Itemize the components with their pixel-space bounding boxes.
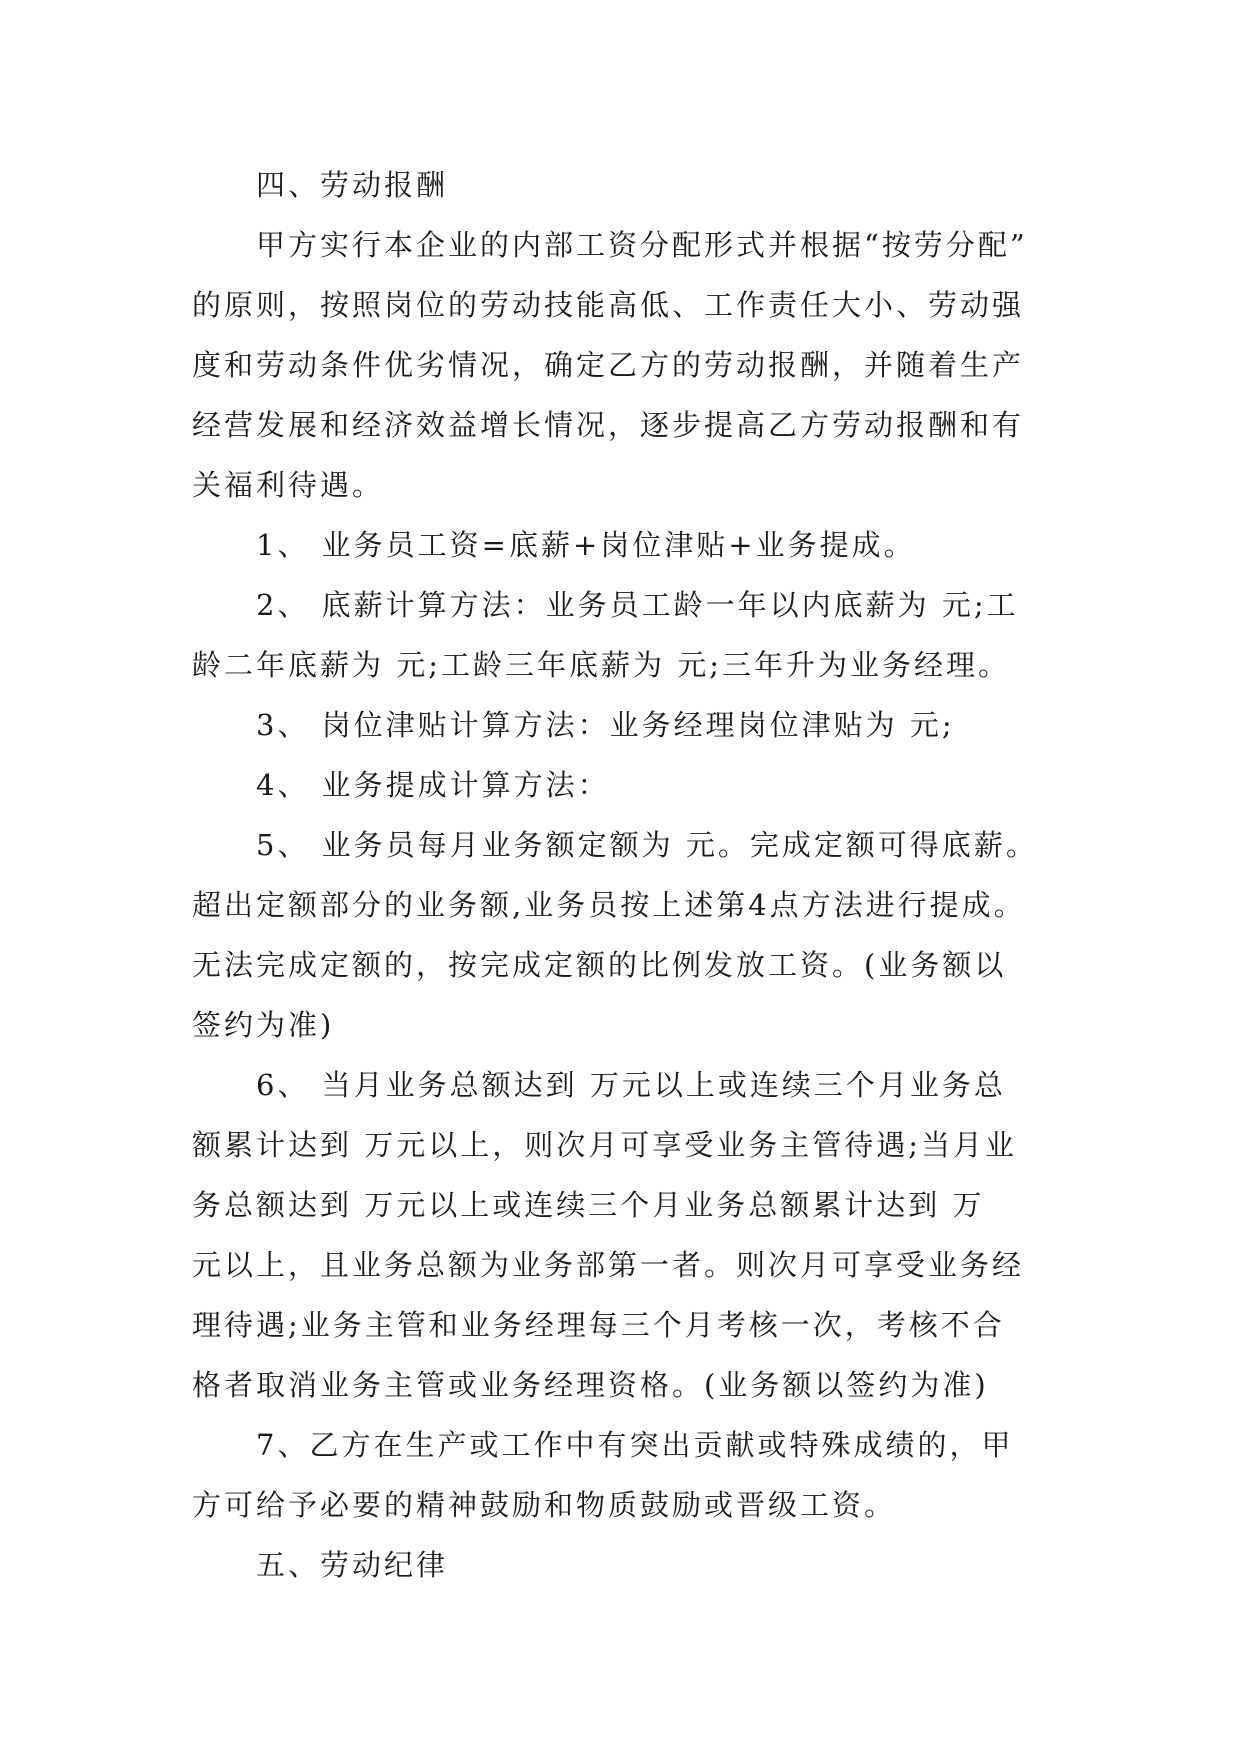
intro-paragraph	[192, 215, 1062, 515]
paragraph-line: 3、 岗位津贴计算方法：业务经理岗位津贴为 元;	[256, 708, 955, 742]
paragraph-line: 6、 当月业务总额达到 万元以上或连续三个月业务总	[256, 1068, 1006, 1102]
paragraph-line: 4、 业务提成计算方法：	[256, 768, 610, 802]
paragraph-line: 额累计达到 万元以上，则次月可享受业务主管待遇;当月业	[192, 1128, 1017, 1162]
paragraph-line: 5、 业务员每月业务额定额为 元。完成定额可得底薪。	[256, 828, 1038, 862]
item-rewards	[192, 1415, 1062, 1535]
paragraph-line: 的原则，按照岗位的劳动技能高低、工作责任大小、劳动强	[192, 288, 1025, 322]
item-position-allowance	[192, 695, 1062, 755]
paragraph-line: 超出定额部分的业务额,业务员按上述第4点方法进行提成。	[192, 888, 1026, 922]
paragraph-line: 龄二年底薪为 元;工龄三年底薪为 元;三年升为业务经理。	[192, 648, 1010, 682]
paragraph-line: 经营发展和经济效益增长情况，逐步提高乙方劳动报酬和有	[192, 408, 1025, 442]
paragraph-line: 甲方实行本企业的内部工资分配形式并根据“按劳分配”	[256, 228, 1028, 262]
paragraph-line: 格者取消业务主管或业务经理资格。(业务额以签约为准)	[192, 1368, 989, 1402]
item-base-salary	[192, 575, 1062, 695]
item-monthly-quota	[192, 815, 1062, 1055]
paragraph-line: 务总额达到 万元以上或连续三个月业务总额累计达到 万	[192, 1188, 985, 1222]
document-body	[192, 155, 1062, 1595]
item-salary-formula	[192, 515, 1062, 575]
paragraph-line: 7、乙方在生产或工作中有突出贡献或特殊成绩的，甲	[256, 1428, 1014, 1462]
item-promotion-criteria	[192, 1055, 1062, 1415]
section-heading-labor-remuneration: 四、劳动报酬	[256, 168, 449, 202]
paragraph-line: 2、 底薪计算方法：业务员工龄一年以内底薪为 元;工	[256, 588, 1019, 622]
paragraph-line: 关福利待遇。	[192, 468, 385, 502]
paragraph-line: 无法完成定额的，按完成定额的比例发放工资。(业务额以	[192, 948, 1007, 982]
paragraph-line: 度和劳动条件优劣情况，确定乙方的劳动报酬，并随着生产	[192, 348, 1025, 382]
paragraph-line: 签约为准)	[192, 1008, 335, 1042]
section-heading-labor-discipline: 五、劳动纪律	[256, 1548, 449, 1582]
item-commission	[192, 755, 1062, 815]
paragraph-line: 方可给予必要的精神鼓励和物质鼓励或晋级工资。	[192, 1488, 897, 1522]
paragraph-line: 理待遇;业务主管和业务经理每三个月考核一次，考核不合	[192, 1308, 1005, 1342]
paragraph-line: 元以上，且业务总额为业务部第一者。则次月可享受业务经	[192, 1248, 1025, 1282]
paragraph-line: 1、 业务员工资=底薪+岗位津贴+业务提成。	[256, 528, 916, 562]
